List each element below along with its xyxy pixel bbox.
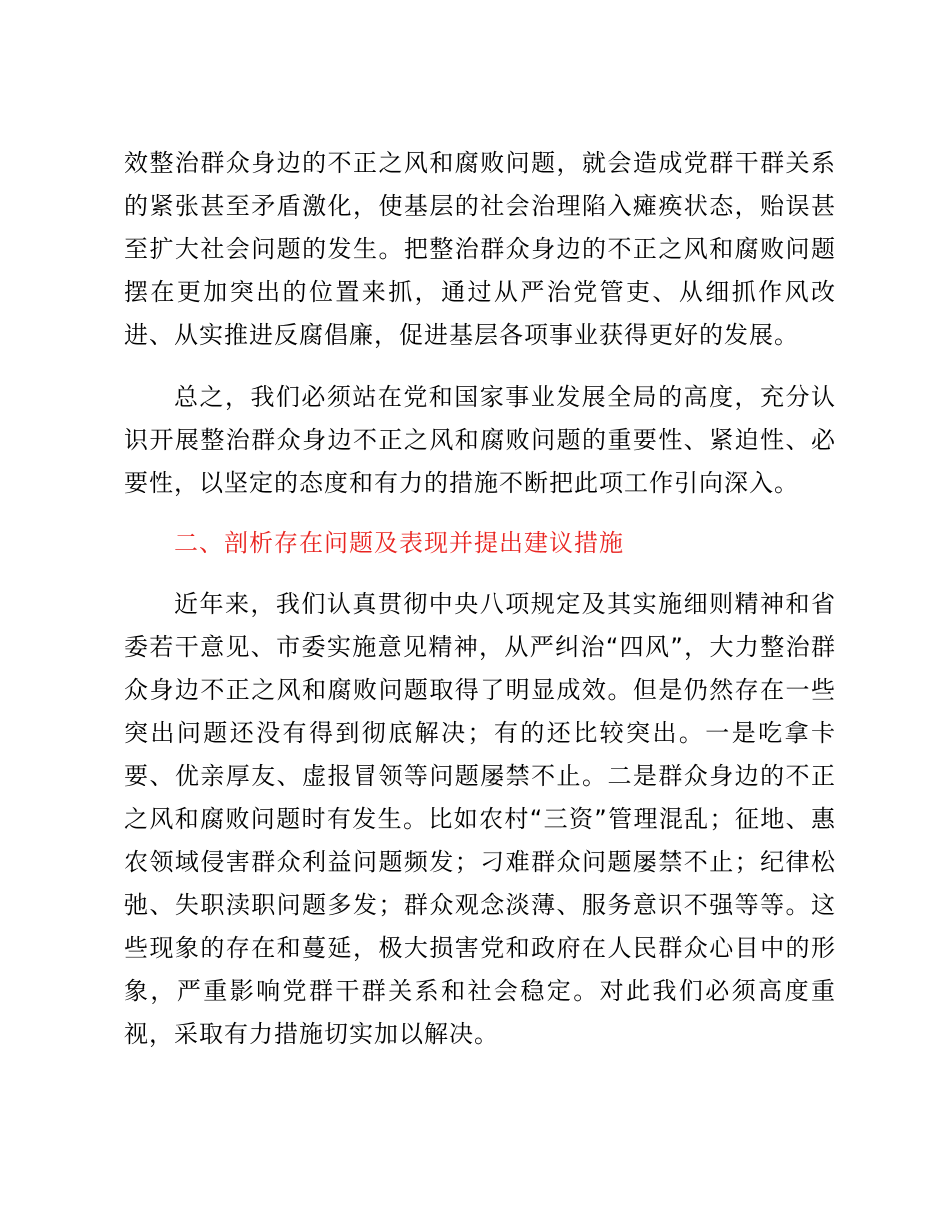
paragraph-continuation: 效整治群众身边的不正之风和腐败问题，就会造成党群干群关系的紧张甚至矛盾激化，使基层的社会治理陷入瘫痪状态，贻误甚至扩大社会问题的发生。把整治群众身边的不正之风和腐败问题摆在更加突出的位置来抓，通过从严治党管吏、从细抓作风改进、从实推进反腐倡廉，促进基层各项事业获得更好的发展。 bbox=[124, 149, 836, 349]
paragraph-conclusion: 总之，我们必须站在党和国家事业发展全局的高度，充分认识开展整治群众身边不正之风和腐败问题的重要性、紧迫性、必要性，以坚定的态度和有力的措施不断把此项工作引向深入。 bbox=[124, 383, 836, 497]
document-body bbox=[124, 142, 836, 1056]
paragraph-problems: 近年来，我们认真贯彻中央八项规定及其实施细则精神和省委若干意见、市委实施意见精神，从严纠治“四风”，大力整治群众身边不正之风和腐败问题取得了明显成效。但是仍然存在一些突出问题还没有得到彻底解决；有的还比较突出。一是吃拿卡要、优亲厚友、虚报冒领等问题屡禁不止。二是群众身边的不正之风和腐败问题时有发生。比如农村“三资”管理混乱；征地、惠农领域侵害群众利益问题频发；刁难群众问题屡禁不止；纪律松弛、失职渎职问题多发；群众观念淡薄、服务意识不强等等。这些现象的存在和蔓延，极大损害党和政府在人民群众心目中的形象，严重影响党群干群关系和社会稳定。对此我们必须高度重视，采取有力措施切实加以解决。 bbox=[124, 590, 836, 1048]
section-heading: 二、剖析存在问题及表现并提出建议措施 bbox=[174, 529, 624, 557]
